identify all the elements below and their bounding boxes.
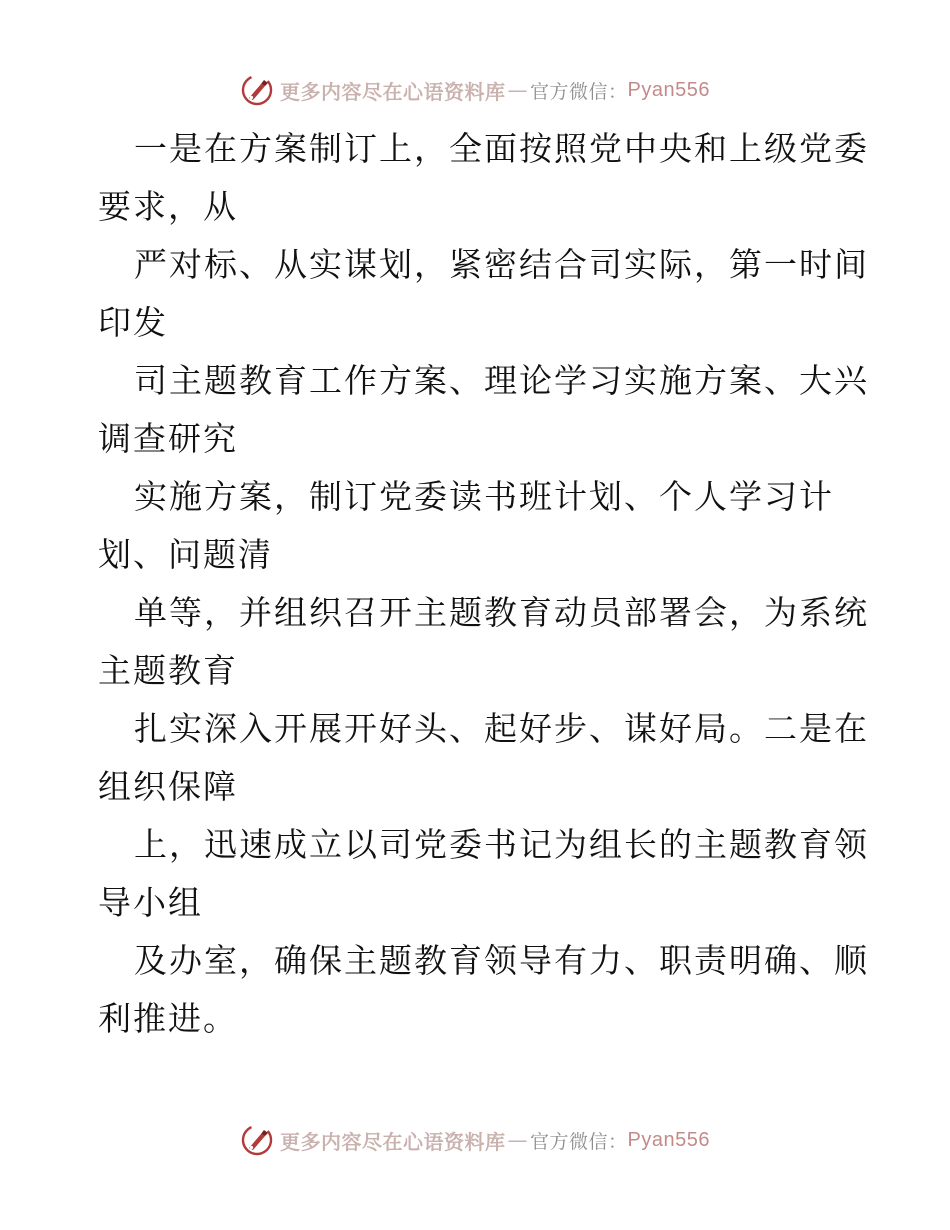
header-watermark: [0, 70, 950, 110]
paragraph-line: 要求，从: [98, 187, 238, 226]
paragraph-line: 及办室，确保主题教育领导有力、职责明确、顺: [134, 941, 869, 980]
paragraph-line: 划、问题清: [98, 535, 273, 574]
paragraph-line: 调查研究: [98, 419, 238, 458]
paragraph-line: 利推进。: [98, 999, 238, 1038]
paragraph-line: 导小组: [98, 883, 203, 922]
paragraph-line: 严对标、从实谋划，紧密结合司实际，第一时间: [134, 245, 869, 284]
watermark-dash: —: [507, 78, 528, 102]
paragraph-line: 扎实深入开展开好头、起好步、谋好局。二是在: [134, 709, 869, 748]
pen-nib-logo-icon: [240, 1123, 274, 1157]
watermark-text: [280, 1126, 710, 1155]
paragraph-line: 司主题教育工作方案、理论学习实施方案、大兴: [134, 361, 869, 400]
pen-nib-logo-icon: [240, 73, 274, 107]
watermark-label: 官方微信：: [530, 1130, 628, 1153]
watermark-brand: 更多内容尽在心语资料库: [280, 1129, 506, 1154]
watermark-label: 官方微信：: [530, 80, 628, 103]
paragraph-line: 主题教育: [98, 651, 238, 690]
paragraph-line: 单等，并组织召开主题教育动员部署会，为系统: [134, 593, 869, 632]
footer-watermark: [0, 1120, 950, 1160]
watermark-wechat-id: Pyan556: [627, 1128, 710, 1151]
watermark-dash: —: [507, 1128, 528, 1152]
paragraph-line: 上，迅速成立以司党委书记为组长的主题教育领: [134, 825, 869, 864]
watermark-text: [280, 76, 710, 105]
watermark-wechat-id: Pyan556: [627, 78, 710, 101]
document-body: [98, 120, 869, 1048]
paragraph-line: 组织保障: [98, 767, 238, 806]
paragraph-line: 一是在方案制订上，全面按照党中央和上级党委: [134, 129, 869, 168]
paragraph-line: 实施方案，制订党委读书班计划、个人学习计: [134, 477, 834, 516]
watermark-brand: 更多内容尽在心语资料库: [280, 79, 506, 104]
paragraph-line: 印发: [98, 303, 168, 342]
